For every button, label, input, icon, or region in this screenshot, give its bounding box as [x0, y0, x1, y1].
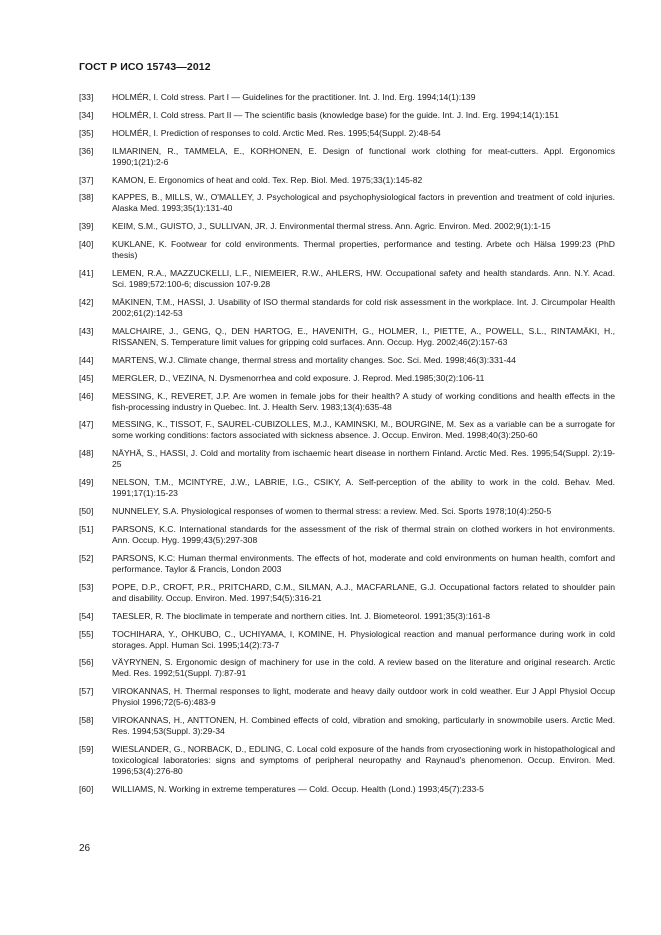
reference-text: KEIM, S.M., GUISTO, J., SULLIVAN, JR. J. Environmental thermal stress. Ann. Agric. Environ. Med. 2002;9(1):1-15 — [112, 221, 551, 232]
reference-item — [79, 477, 615, 499]
reference-item — [79, 553, 615, 575]
reference-item — [79, 192, 615, 214]
reference-item — [79, 221, 615, 232]
reference-text: HOLMÉR, I. Prediction of responses to cold. Arctic Med. Res. 1995;54(Suppl. 2):48-54 — [112, 127, 441, 138]
reference-number: [48] — [79, 448, 94, 459]
reference-item — [79, 128, 615, 139]
reference-number: [42] — [79, 297, 94, 308]
reference-text: VÄYRYNEN, S. Ergonomic design of machinery for use in the cold. A review based on the literature and original research. Arctic Med. Res. 1992;51(Suppl. 7):87-91 — [112, 657, 615, 679]
reference-number: [53] — [79, 581, 94, 592]
reference-number: [40] — [79, 239, 94, 250]
reference-item — [79, 92, 615, 103]
reference-list — [79, 92, 615, 802]
reference-item — [79, 744, 615, 777]
reference-text: POPE, D.P., CROFT, P.R., PRITCHARD, C.M., SILMAN, A.J., MACFARLANE, G.J. Occupational factors related to shoulder pain and disability. Occup. Environ. Med. 1997;54(5):316-21 — [112, 581, 615, 603]
reference-item — [79, 391, 615, 413]
reference-number: [41] — [79, 268, 94, 279]
reference-number: [58] — [79, 715, 94, 726]
reference-text: NUNNELEY, S.A. Physiological responses of women to thermal stress: a review. Med. Sci. Sports 1978;10(4):250-5 — [112, 506, 552, 517]
reference-item — [79, 268, 615, 290]
reference-number: [36] — [79, 145, 94, 156]
reference-number: [49] — [79, 477, 94, 488]
reference-text: KUKLANE, K. Footwear for cold environments. Thermal properties, performance and testing. Arbete och Hälsa 1999:23 (PhD thesis) — [112, 239, 615, 261]
reference-item — [79, 175, 615, 186]
reference-item — [79, 110, 615, 121]
reference-item — [79, 239, 615, 261]
reference-text: VIROKANNAS, H., ANTTONEN, H. Combined effects of cold, vibration and smoking, particularly in snowmobile users. Arctic Med. Res. 1994;53(Suppl. 3):29-34 — [112, 715, 615, 737]
reference-item — [79, 611, 615, 622]
reference-text: NELSON, T.M., MCINTYRE, J.W., LABRIE, I.G., CSIKY, A. Self-perception of the ability to work in the cold. Behav. Med. 1991;17(1):15-23 — [112, 477, 615, 499]
reference-item — [79, 297, 615, 319]
reference-text: MESSING, K., TISSOT, F., SAUREL-CUBIZOLLES, M.J., KAMINSKI, M., BOURGINE, M. Sex as a variable can be a surrogate for some working conditions: factors associated with sickness absence. J. Occup. Environ. Med. 1998;40(3):250-60 — [112, 419, 615, 441]
reference-number: [34] — [79, 109, 94, 120]
reference-text: PARSONS, K.C: Human thermal environments. The effects of hot, moderate and cold environments on human health, comfort and performance. Taylor & Francis, London 2003 — [112, 552, 615, 574]
reference-item — [79, 448, 615, 470]
reference-text: KAMON, E. Ergonomics of heat and cold. Tex. Rep. Biol. Med. 1975;33(1):145-82 — [112, 174, 423, 185]
reference-item — [79, 629, 615, 651]
reference-text: TOCHIHARA, Y., OHKUBO, C., UCHIYAMA, I, KOMINE, H. Physiological reaction and manual performance during work in cold storages. Appl. Human Sci. 1995;14(2):73-7 — [112, 628, 615, 650]
reference-number: [52] — [79, 552, 94, 563]
reference-item — [79, 524, 615, 546]
reference-item — [79, 146, 615, 168]
reference-number: [33] — [79, 92, 94, 102]
reference-item — [79, 657, 615, 679]
reference-text: KAPPES, B., MILLS, W., O'MALLEY, J. Psychological and psychophysiological factors in prevention and treatment of cold injuries. Alaska Med. 1993;35(1):131-40 — [112, 192, 615, 214]
reference-text: WILLIAMS, N. Working in extreme temperatures — Cold. Occup. Health (Lond.) 1993;45(7):233-5 — [112, 784, 484, 795]
reference-text: MESSING, K., REVERET, J.P. Are women in female jobs for their health? A study of working conditions and health effects in the fish-processing industry in Quebec. Int. J. Health Serv. 1983;13(4):635-48 — [112, 390, 615, 412]
reference-item — [79, 686, 615, 708]
reference-number: [43] — [79, 325, 94, 336]
page-number: 26 — [79, 843, 91, 854]
reference-number: [45] — [79, 372, 94, 383]
reference-number: [51] — [79, 524, 94, 535]
reference-number: [57] — [79, 686, 94, 697]
reference-text: MÄKINEN, T.M., HASSI, J. Usability of ISO thermal standards for cold risk assessment in the workplace. Int. J. Circumpolar Health 2002;61(2):142-53 — [112, 297, 615, 319]
reference-number: [44] — [79, 354, 94, 365]
reference-number: [55] — [79, 628, 94, 639]
reference-number: [37] — [79, 174, 94, 185]
reference-text: MARTENS, W.J. Climate change, thermal stress and mortality changes. Soc. Sci. Med. 1998;46(3):331-44 — [112, 354, 516, 365]
reference-number: [35] — [79, 127, 94, 138]
reference-number: [59] — [79, 744, 94, 755]
reference-text: MERGLER, D., VEZINA, N. Dysmenorrhea and cold exposure. J. Reprod. Med.1985;30(2):106-11 — [112, 372, 485, 383]
reference-text: VIROKANNAS, H. Thermal responses to light, moderate and heavy daily outdoor work in cold weather. Eur J Appl Physiol Occup Physiol 1996;72(5-6):483-9 — [112, 686, 615, 708]
reference-text: TAESLER, R. The bioclimate in temperate and northern cities. Int. J. Biometeorol. 1991;35(3):161-8 — [112, 610, 490, 621]
reference-number: [56] — [79, 657, 94, 668]
reference-item — [79, 355, 615, 366]
reference-number: [47] — [79, 419, 94, 430]
reference-text: WIESLANDER, G., NORBACK, D., EDLING, C. Local cold exposure of the hands from cryosectioning work in histopathological and toxicological laboratories: signs and symptoms of peripheral neuropathy and Raynaud's phenomenon. Occup. Environ. Med. 1996;53(4):276-80 — [112, 744, 615, 777]
reference-number: [50] — [79, 506, 94, 517]
reference-text: HOLMÉR, I. Cold stress. Part I — Guidelines for the practitioner. Int. J. Ind. Erg. 1994;14(1):139 — [112, 92, 476, 102]
page-header: ГОСТ Р ИСО 15743—2012 — [79, 61, 211, 73]
reference-item — [79, 373, 615, 384]
reference-text: LEMEN, R.A., MAZZUCKELLI, L.F., NIEMEIER, R.W., AHLERS, HW. Occupational safety and health standards. Ann. N.Y. Acad. Sci. 1989;572:100-6; discussion 107-9.28 — [112, 268, 615, 290]
reference-number: [60] — [79, 784, 94, 795]
reference-item — [79, 582, 615, 604]
reference-item — [79, 326, 615, 348]
reference-number: [38] — [79, 192, 94, 203]
reference-number: [39] — [79, 221, 94, 232]
reference-text: MALCHAIRE, J., GENG, Q., DEN HARTOG, E., HAVENITH, G., HOLMER, I., PIETTE, A., POWELL, S.L., RINTAMÄKI, H., RISSANEN, S. Temperature limit values for gripping cold surfaces. Ann. Occup. Hyg. 2002;46(2):157-63 — [112, 325, 615, 347]
reference-text: ILMARINEN, R., TAMMELA, E., KORHONEN, E. Design of functional work clothing for meat-cutters. Appl. Ergonomics 1990;1(21):2-6 — [112, 145, 615, 167]
reference-item — [79, 715, 615, 737]
reference-number: [46] — [79, 390, 94, 401]
reference-item — [79, 506, 615, 517]
reference-text: NÄYHÄ, S., HASSI, J. Cold and mortality from ischaemic heart disease in northern Finland. Arctic Med. Res. 1995;54(Suppl. 2):19-25 — [112, 448, 615, 470]
reference-text: PARSONS, K.C. International standards for the assessment of the risk of thermal strain on clothed workers in hot environments. Ann. Occup. Hyg. 1999;43(5):297-308 — [112, 524, 615, 546]
reference-item — [79, 784, 615, 795]
reference-text: HOLMÉR, I. Cold stress. Part II — The scientific basis (knowledge base) for the guide. Int. J. Ind. Erg. 1994;14(1):151 — [112, 109, 559, 120]
reference-item — [79, 419, 615, 441]
reference-number: [54] — [79, 610, 94, 621]
